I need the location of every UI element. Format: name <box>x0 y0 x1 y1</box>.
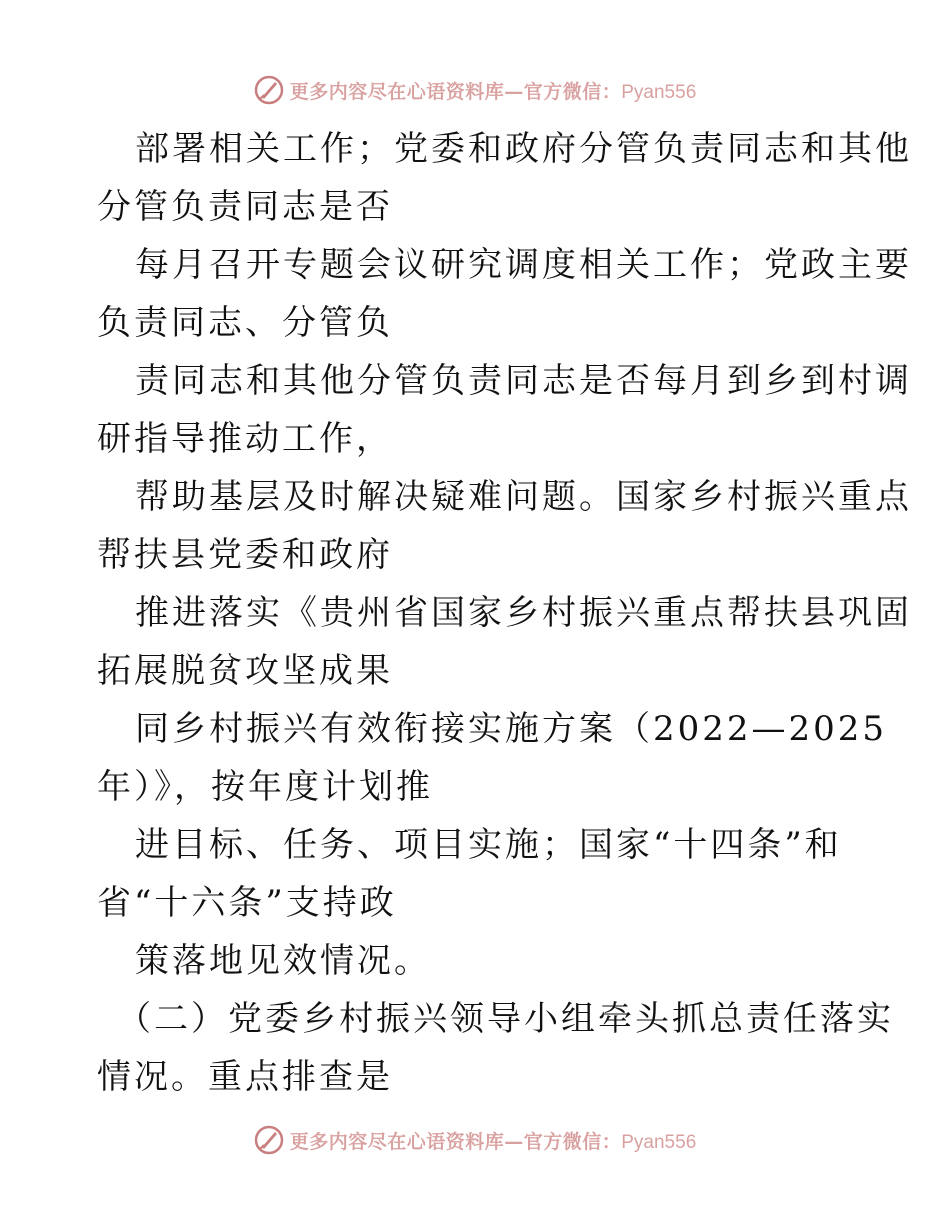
watermark-text <box>290 77 697 104</box>
quill-logo-icon <box>254 75 284 105</box>
paragraph <box>97 120 912 236</box>
paragraph <box>97 236 912 352</box>
paragraph-line: 同乡村振兴有效衔接实施方案（2022—2025 <box>135 709 888 749</box>
paragraph-line: 情况。重点排查是 <box>97 1057 393 1097</box>
paragraph-line: 责同志和其他分管负责同志是否每月到乡到村调 <box>135 361 912 401</box>
paragraph <box>97 816 857 932</box>
paragraph <box>97 700 888 816</box>
paragraph-line: 负责同志、分管负 <box>97 303 393 343</box>
paragraph-line: （二）党委乡村振兴领导小组牵头抓总责任落实 <box>117 999 894 1039</box>
paragraph-line: 策落地见效情况。 <box>135 941 431 981</box>
paragraph-line: 帮助基层及时解决疑难问题。国家乡村振兴重点 <box>135 477 912 517</box>
paragraph-line: 进目标、任务、项目实施；国家“十四条”和 <box>135 825 842 865</box>
paragraph <box>97 468 912 584</box>
quill-logo-icon <box>254 1125 284 1155</box>
paragraph <box>97 932 857 990</box>
paragraph-line: 分管负责同志是否 <box>97 187 393 227</box>
paragraph-line: 推进落实《贵州省国家乡村振兴重点帮扶县巩固 <box>135 593 912 633</box>
watermark-text <box>290 1127 697 1154</box>
paragraph-line: 拓展脱贫攻坚成果 <box>97 651 393 691</box>
paragraph-line: 帮扶县党委和政府 <box>97 535 393 575</box>
watermark-label: 更多内容尽在心语资料库—官方微信： <box>289 1130 622 1153</box>
paragraph-line: 部署相关工作；党委和政府分管负责同志和其他 <box>135 129 912 169</box>
watermark-banner-bottom <box>0 1120 950 1160</box>
watermark-id: Pyan556 <box>621 1131 697 1153</box>
watermark-banner-top <box>0 70 950 110</box>
paragraph-line: 省“十六条”支持政 <box>97 883 397 923</box>
document-body <box>97 120 912 1106</box>
paragraph-line: 研指导推动工作， <box>97 419 393 459</box>
paragraph <box>97 584 912 700</box>
watermark-label: 更多内容尽在心语资料库—官方微信： <box>289 80 622 103</box>
watermark-id: Pyan556 <box>621 81 697 103</box>
paragraph-line: 年）》，按年度计划推 <box>97 767 433 807</box>
paragraph-line: 每月召开专题会议研究调度相关工作；党政主要 <box>135 245 912 285</box>
paragraph <box>97 352 912 468</box>
paragraph <box>97 990 894 1106</box>
